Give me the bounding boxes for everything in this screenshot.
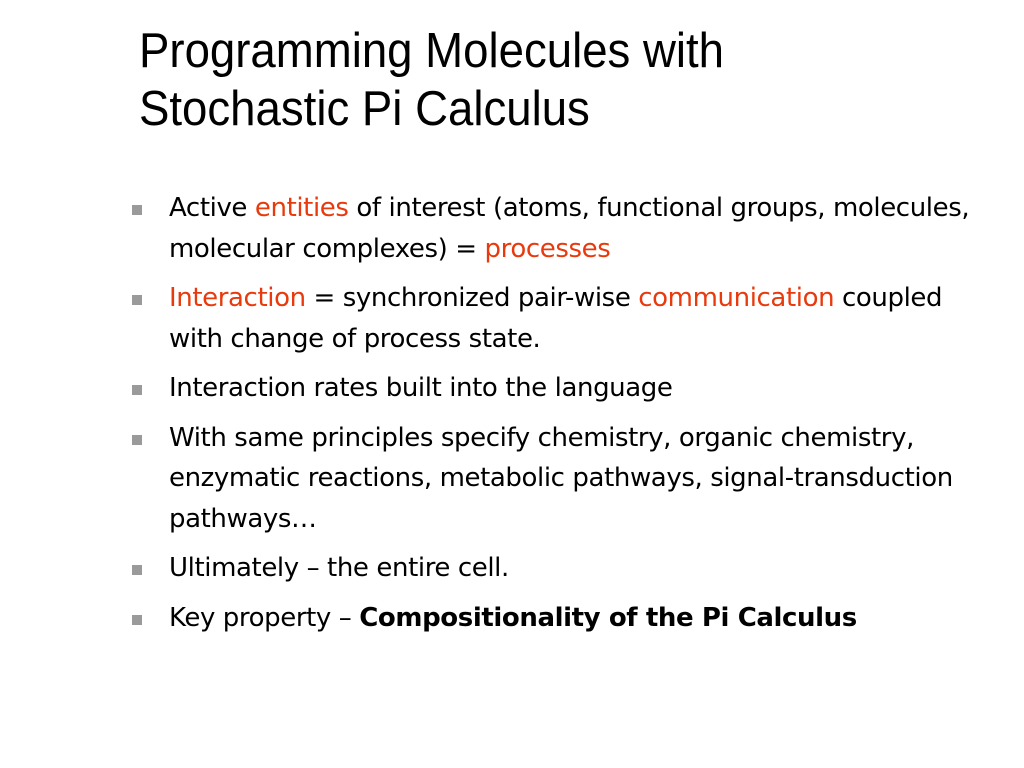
bullet-text: Interaction rates built into the language <box>169 373 673 403</box>
slide-title-line-1: Programming Molecules with <box>139 24 725 78</box>
bullet-text: Ultimately – the entire cell. <box>169 553 509 583</box>
bullet-item-rates <box>130 368 990 409</box>
highlight-interaction: Interaction <box>169 283 306 313</box>
bullet-text: = synchronized pair-wise <box>305 283 639 313</box>
bullet-list <box>130 188 990 647</box>
square-bullet-icon <box>132 565 142 575</box>
bullet-text: of interest (atoms, functional groups, molecules, molecular complexes) = <box>169 193 970 264</box>
bullet-text: With same principles specify chemistry, organic chemistry, enzymatic reactions, metabolic pathways, signal-transduction pathways… <box>169 422 953 534</box>
bullet-text: coupled with change of process state. <box>169 283 943 354</box>
slide-title-line-2: Stochastic Pi Calculus <box>139 82 590 136</box>
bullet-text: Active <box>169 193 255 223</box>
bullet-item-interaction <box>130 278 990 359</box>
bullet-item-entities <box>130 188 990 269</box>
square-bullet-icon <box>132 435 142 445</box>
square-bullet-icon <box>132 295 142 305</box>
square-bullet-icon <box>132 205 142 215</box>
bullet-text: Key property – <box>169 602 360 633</box>
square-bullet-icon <box>132 615 142 625</box>
highlight-processes: processes <box>484 233 611 264</box>
highlight-communication: communication <box>638 283 835 313</box>
bullet-item-cell <box>130 548 990 589</box>
bullet-item-principles <box>130 418 990 540</box>
highlight-entities: entities <box>254 193 349 223</box>
square-bullet-icon <box>132 385 142 395</box>
bold-compositionality: Compositionality of the Pi Calculus <box>359 602 857 633</box>
bullet-item-key-property <box>130 598 990 639</box>
slide-title <box>139 22 939 138</box>
